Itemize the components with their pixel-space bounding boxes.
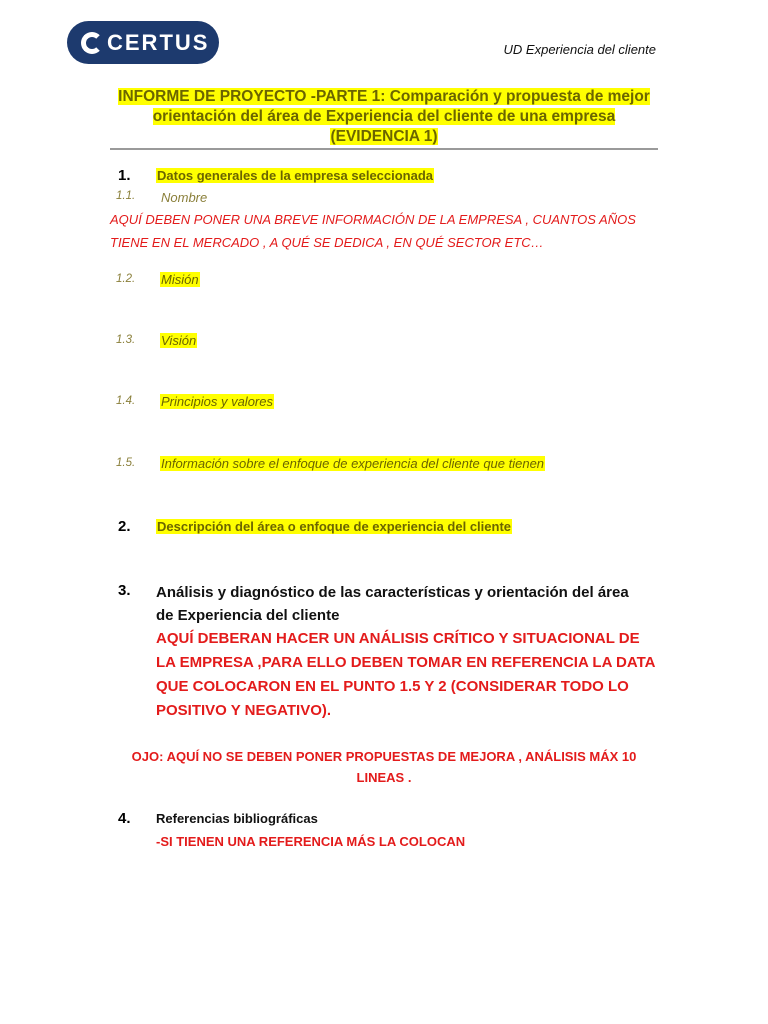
section-3-note-line-1: AQUÍ DEBERAN HACER UN ANÁLISIS CRÍTICO Y SITUACIONAL DE (156, 630, 640, 647)
item-1-4-number: 1.4. (116, 395, 136, 407)
section-3-warning-line-1: OJO: AQUÍ NO SE DEBEN PONER PROPUESTAS DE MEJORA , ANÁLISIS MÁX 10 (131, 749, 637, 764)
section-4-note: -SI TIENEN UNA REFERENCIA MÁS LA COLOCAN (156, 834, 466, 849)
item-1-1-label: Nombre (161, 190, 208, 205)
section-3-warning (110, 746, 658, 788)
section-1-note-line-2: TIENE EN EL MERCADO , A QUÉ SE DEDICA , EN QUÉ SECTOR ETC… (110, 235, 544, 250)
section-2-number: 2. (118, 518, 131, 535)
item-1-3-number: 1.3. (116, 334, 136, 346)
item-1-2-number: 1.2. (116, 273, 136, 285)
section-1-note-line-1: AQUÍ DEBEN PONER UNA BREVE INFORMACIÓN DE LA EMPRESA , CUANTOS AÑOS (110, 212, 636, 227)
title-line-2: orientación del área de Experiencia del cliente de una empresa (152, 108, 616, 125)
section-1-note (110, 208, 670, 254)
section-3-number: 3. (118, 582, 131, 599)
section-3-note-line-4: POSITIVO Y NEGATIVO). (156, 702, 332, 719)
title-line-1: INFORME DE PROYECTO -PARTE 1: Comparación y propuesta de mejor (118, 88, 650, 105)
unit-label: UD Experiencia del cliente (503, 42, 656, 57)
document-title (110, 87, 658, 147)
section-3-note (156, 627, 666, 723)
title-divider (110, 148, 658, 150)
section-4-heading: Referencias bibliográficas (156, 811, 318, 826)
item-1-2-label: Misión (161, 272, 199, 287)
section-3-note-line-3: QUE COLOCARON EN EL PUNTO 1.5 Y 2 (CONSIDERAR TODO LO (156, 678, 629, 695)
section-1-heading: Datos generales de la empresa seleccionada (157, 168, 434, 183)
item-1-5-number: 1.5. (116, 457, 136, 469)
section-3-heading (156, 581, 656, 627)
certus-logo (67, 21, 219, 64)
section-3-note-line-2: LA EMPRESA ,PARA ELLO DEBEN TOMAR EN REFERENCIA LA DATA (156, 654, 656, 671)
section-3-heading-line-2: de Experiencia del cliente (156, 607, 340, 624)
section-3-warning-line-2: LINEAS . (356, 770, 412, 785)
section-1-number: 1. (118, 167, 131, 184)
title-line-3: (EVIDENCIA 1) (330, 128, 438, 145)
item-1-1-number: 1.1. (116, 190, 136, 202)
logo-text: CERTUS (107, 29, 210, 55)
section-2-heading: Descripción del área o enfoque de experiencia del cliente (157, 519, 512, 534)
section-4-number: 4. (118, 810, 131, 827)
item-1-5-label: Información sobre el enfoque de experiencia del cliente que tienen (161, 456, 545, 471)
certus-logo-mark (81, 32, 103, 54)
item-1-3-label: Visión (161, 333, 197, 348)
section-3-heading-line-1: Análisis y diagnóstico de las características y orientación del área (156, 584, 629, 601)
item-1-4-label: Principios y valores (161, 394, 273, 409)
